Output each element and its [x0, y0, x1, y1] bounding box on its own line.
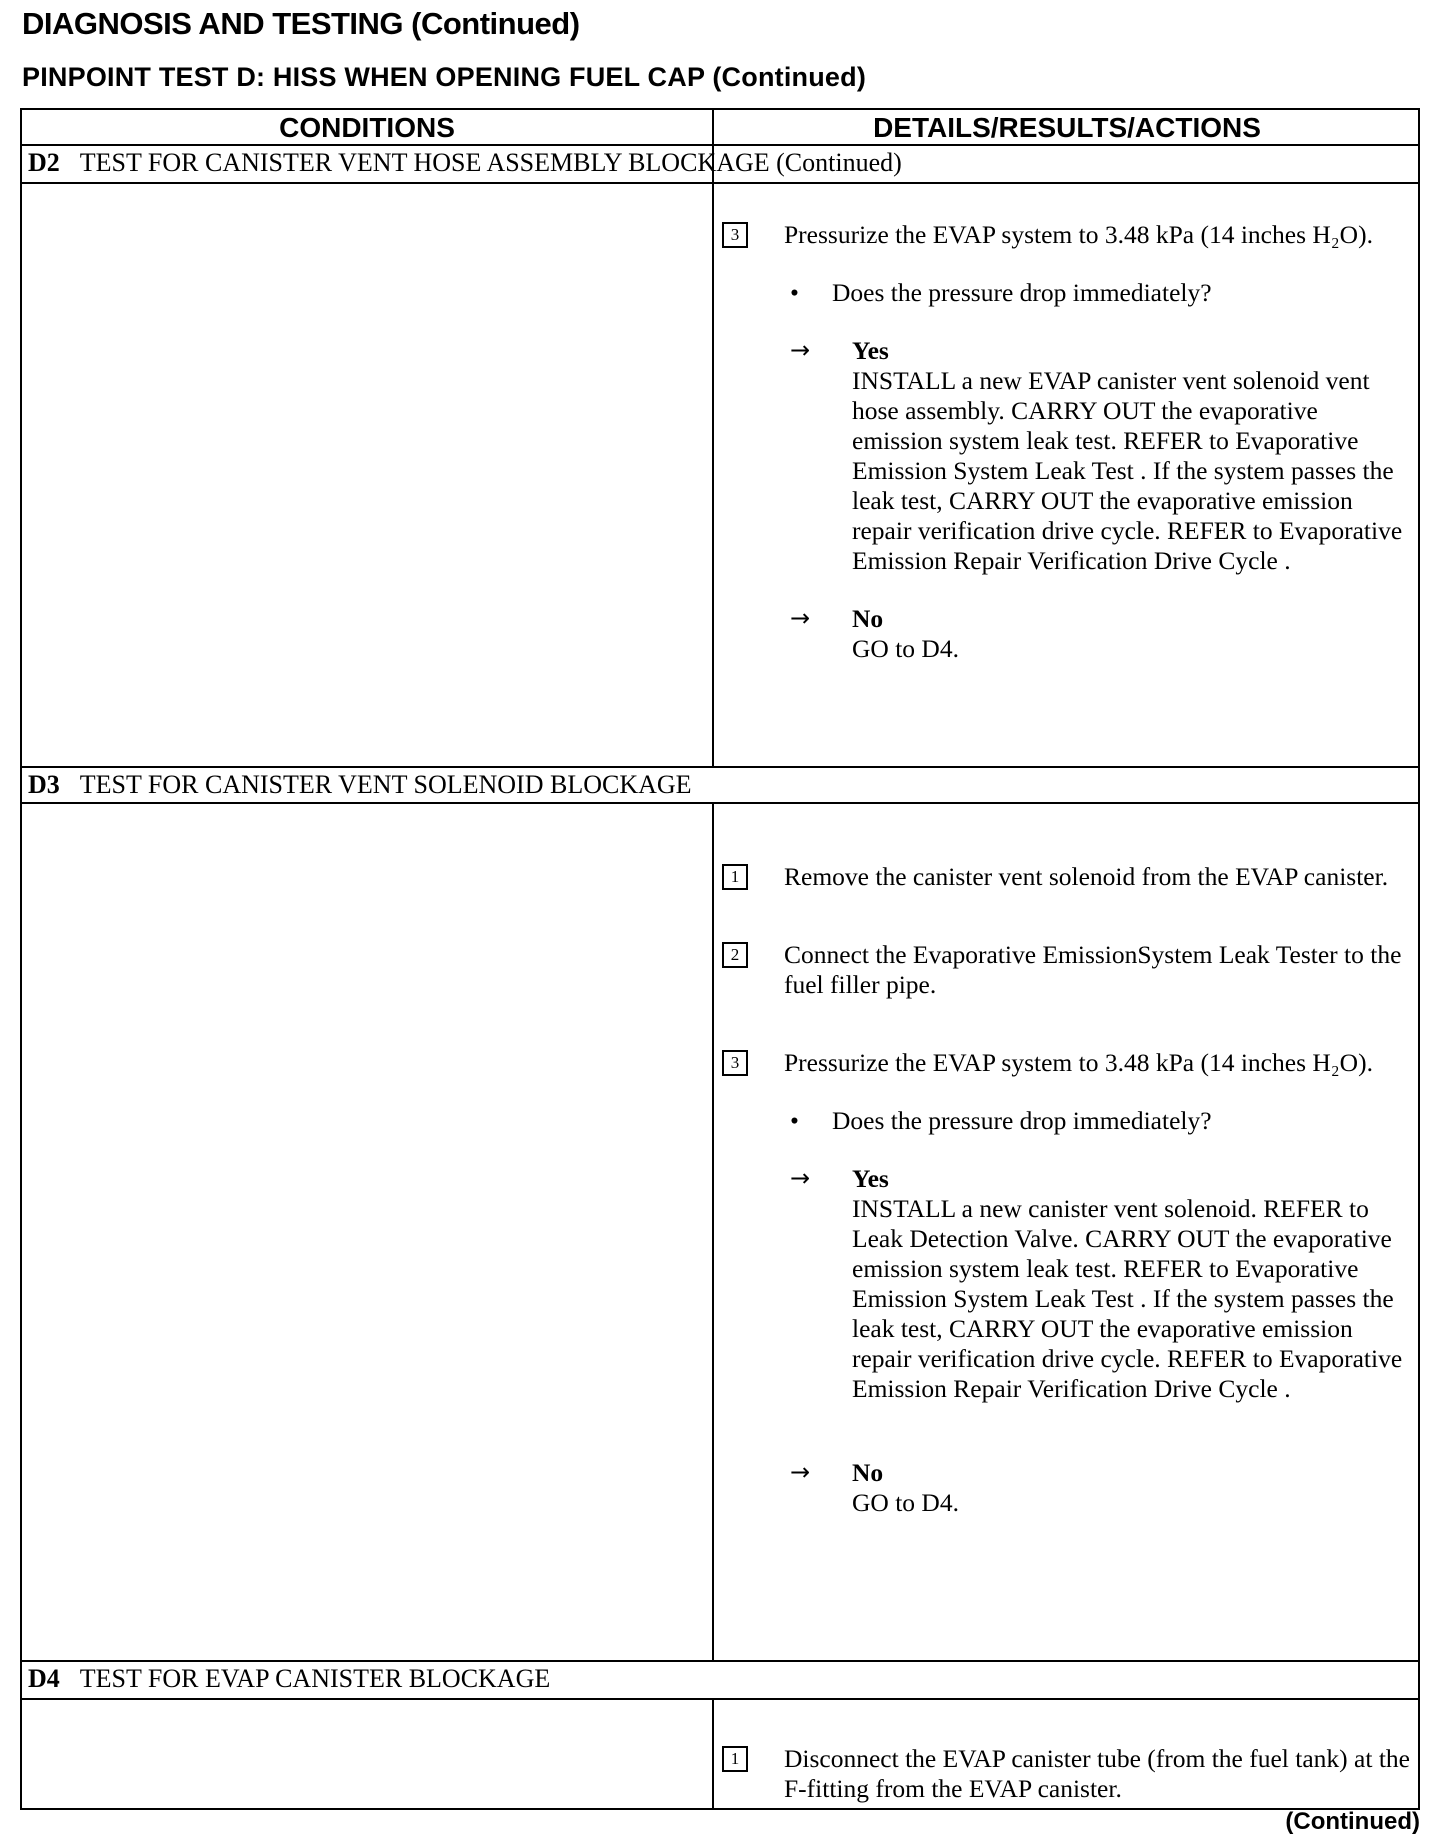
question: [722, 1106, 1412, 1136]
question-text: Does the pressure drop immediately?: [832, 1106, 1212, 1135]
section-header-d4: [28, 1664, 550, 1694]
step-3: [722, 220, 1412, 250]
result-label: No: [852, 1458, 884, 1487]
section-title: TEST FOR CANISTER VENT SOLENOID BLOCKAGE: [79, 770, 692, 799]
column-divider: [712, 802, 714, 1660]
step-2: [722, 940, 1412, 1000]
d2-details: [722, 220, 1412, 664]
arrow-right-icon: →: [790, 336, 811, 364]
step-text: Pressurize the EVAP system to 3.48 kPa (14 inches H₂O).: [784, 1048, 1373, 1077]
step-3: [722, 1048, 1412, 1078]
bullet-icon: •: [790, 278, 799, 307]
step-number: 1: [722, 864, 748, 890]
arrow-right-icon: →: [790, 604, 811, 632]
section-title: TEST FOR EVAP CANISTER BLOCKAGE: [79, 1664, 551, 1693]
column-header-conditions: CONDITIONS: [279, 112, 455, 143]
section-header-d3: [28, 770, 692, 800]
question-text: Does the pressure drop immediately?: [832, 278, 1212, 307]
d4-details: [722, 1744, 1412, 1804]
result-label: Yes: [852, 1164, 889, 1193]
section-header-d2: [28, 148, 902, 178]
step-number: 2: [722, 942, 748, 968]
rule: [22, 144, 1418, 146]
column-header-details: DETAILS/RESULTS/ACTIONS: [873, 112, 1261, 143]
rule: [22, 766, 1418, 768]
step-1: [722, 862, 1412, 892]
continued-note: (Continued): [1285, 1808, 1420, 1835]
arrow-right-icon: →: [790, 1164, 811, 1192]
rule: [22, 802, 1418, 804]
step-text: Connect the Evaporative EmissionSystem Leak Tester to the fuel filler pipe.: [784, 940, 1402, 999]
step-number: 1: [722, 1746, 748, 1772]
d3-details: [722, 862, 1412, 1518]
result-text: GO to D4.: [852, 1488, 959, 1517]
bullet-icon: •: [790, 1106, 799, 1135]
section-code: D3: [28, 770, 60, 799]
section-title: TEST FOR CANISTER VENT HOSE ASSEMBLY BLOCKAGE (Continued): [79, 148, 902, 177]
step-text: Remove the canister vent solenoid from the EVAP canister.: [784, 862, 1389, 891]
result-label: Yes: [852, 336, 889, 365]
result-label: No: [852, 604, 884, 633]
result-yes: [722, 1164, 1412, 1404]
section-code: D2: [28, 148, 60, 177]
page-title: DIAGNOSIS AND TESTING (Continued): [22, 6, 580, 41]
section-code: D4: [28, 1664, 60, 1693]
column-divider: [712, 1698, 714, 1810]
result-text: INSTALL a new canister vent solenoid. REFER to Leak Detection Valve. CARRY OUT the evaporative emission system leak test. REFER to Evaporative Emission System Leak Test . If the system passes the leak test, CARRY OUT the evaporative emission repair verification drive cycle. REFER to Evaporative Emission Repair Verification Drive Cycle .: [852, 1194, 1403, 1403]
step-text: Disconnect the EVAP canister tube (from the fuel tank) at the F-fitting from the EVAP canister.: [784, 1744, 1410, 1803]
step-number: 3: [722, 1050, 748, 1076]
step-number: 3: [722, 222, 748, 248]
pinpoint-test-table: [20, 108, 1420, 1810]
rule: [22, 1698, 1418, 1700]
result-yes: [722, 336, 1412, 576]
page-subtitle: PINPOINT TEST D: HISS WHEN OPENING FUEL CAP (Continued): [22, 62, 867, 92]
question: [722, 278, 1412, 308]
step-1: [722, 1744, 1412, 1804]
column-divider: [712, 182, 714, 766]
rule: [22, 1660, 1418, 1662]
result-text: INSTALL a new EVAP canister vent solenoid vent hose assembly. CARRY OUT the evaporative emission system leak test. REFER to Evaporative Emission System Leak Test . If the system passes the leak test, CARRY OUT the evaporative emission repair verification drive cycle. REFER to Evaporative Emission Repair Verification Drive Cycle .: [852, 366, 1403, 575]
rule: [22, 182, 1418, 184]
step-text: Pressurize the EVAP system to 3.48 kPa (14 inches H₂O).: [784, 220, 1373, 249]
result-no: [722, 604, 1412, 664]
arrow-right-icon: →: [790, 1458, 811, 1486]
result-text: GO to D4.: [852, 634, 959, 663]
result-no: [722, 1458, 1412, 1518]
